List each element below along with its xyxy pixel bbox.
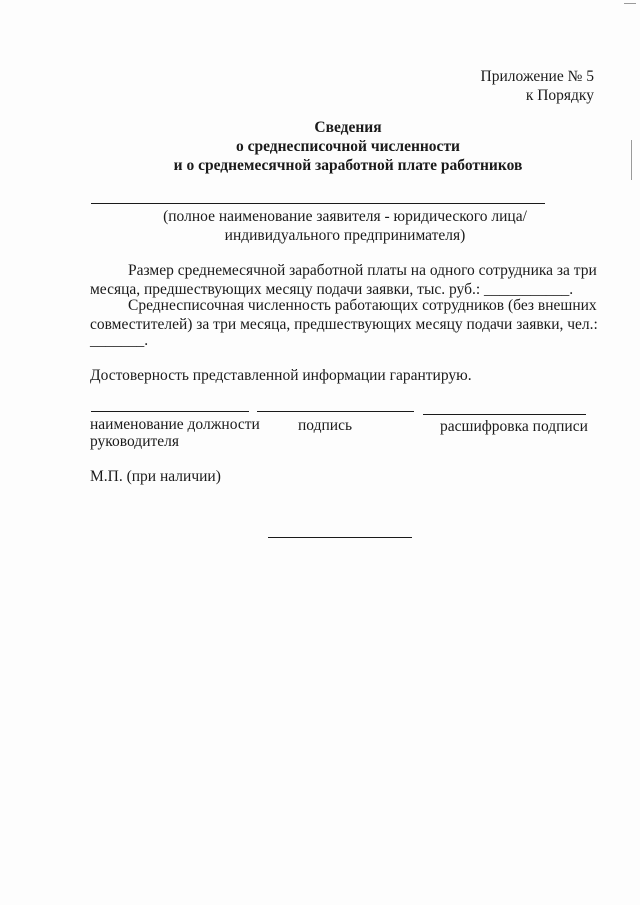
staff-text-line-1: Среднесписочная численность работающих сотрудников (без внешних [128,297,597,314]
appendix-number: Приложение № 5 [480,68,594,85]
title-line-2: о среднесписочной численности [235,138,460,155]
signature-field-line[interactable] [257,411,414,412]
title-line-3: и о среднемесячной заработной плате работников [173,157,523,174]
guarantee-statement: Достоверность представленной информации гарантирую. [90,367,472,384]
position-label-line-1: наименование должности [90,416,260,433]
appendix-reference: к Порядку [525,87,594,104]
stamp-label: М.П. (при наличии) [90,468,221,485]
position-field-line[interactable] [91,411,249,412]
position-label-line-2: руководителя [90,433,180,450]
title-line-1: Сведения [314,119,382,136]
staff-text-line-2: совместителей) за три месяца, предшествующих месяцу подачи заявки, чел.: [90,316,598,333]
salary-text-line-1: Размер среднемесячной заработной платы на одного сотрудника за три [128,262,597,279]
signature-decode-field-line[interactable] [423,414,586,415]
applicant-caption-line-2: индивидуального предпринимателя) [224,227,466,244]
staff-text-line-3: _______. [90,332,149,349]
signature-decode-label: расшифровка подписи [440,418,588,435]
applicant-name-line[interactable] [91,203,545,204]
salary-text-line-2: месяца, предшествующих месяцу подачи заявки, тыс. руб.: ___________. [90,281,574,298]
signature-label: подпись [298,417,353,434]
applicant-caption-line-1: (полное наименование заявителя - юридического лица/ [163,208,527,225]
document-end-line [268,537,412,538]
scan-mark-top-right [624,3,636,4]
